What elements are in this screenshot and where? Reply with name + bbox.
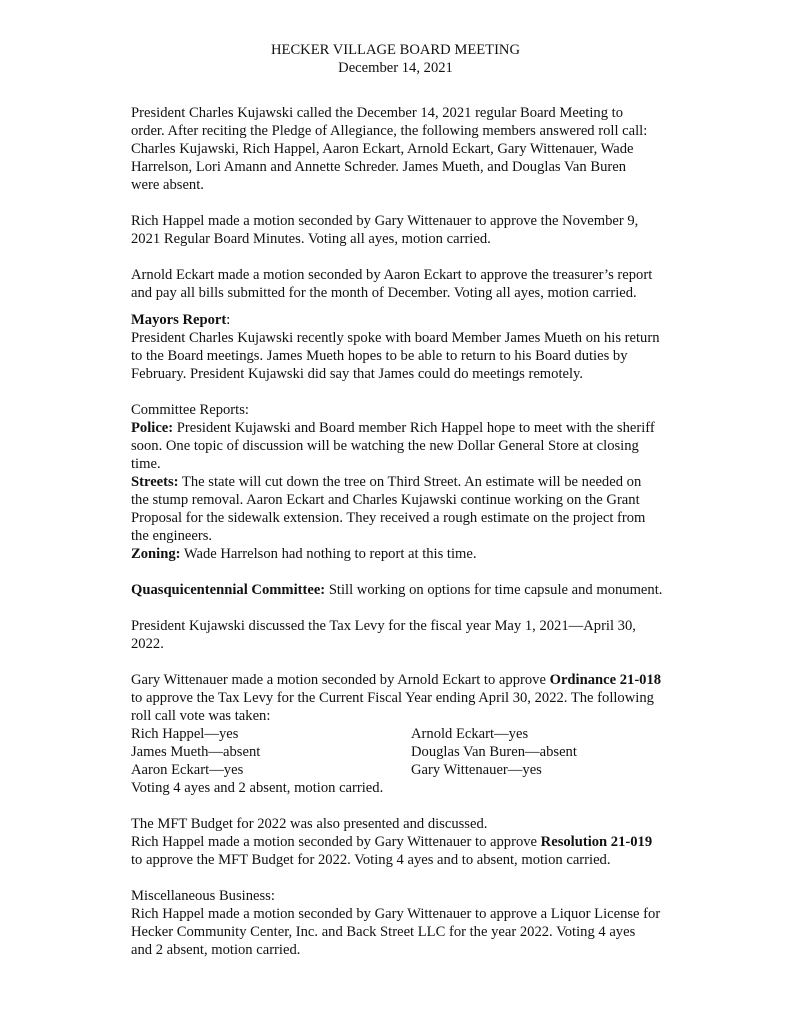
ordinance-motion-text: Gary Wittenauer made a motion seconded by Arnold Eckart to approve	[131, 672, 550, 688]
police-label: Police:	[131, 420, 174, 436]
zoning-text: Wade Harrelson had nothing to report at this time.	[180, 546, 477, 562]
ordinance-number: Ordinance 21-018	[549, 672, 662, 688]
committee-reports-heading: Committee Reports:	[131, 402, 249, 418]
quasquicentennial-text: Still working on options for time capsule and monument.	[325, 582, 663, 598]
roll-call-vote: Gary Wittenauer—yes	[411, 762, 542, 778]
text-line: Rich Happel made a motion seconded by Gary Wittenauer to approve a Liquor License for	[131, 906, 661, 922]
zoning-label: Zoning:	[131, 546, 181, 562]
text-line: soon. One topic of discussion will be watching the new Dollar General Store at closing	[131, 438, 639, 454]
roll-call-vote: Arnold Eckart—yes	[411, 726, 529, 742]
text-line: 2022.	[131, 636, 164, 652]
committee-reports-section	[131, 401, 711, 563]
text-line: and 2 absent, motion carried.	[131, 942, 301, 958]
text-line: Hecker Community Center, Inc. and Back Street LLC for the year 2022. Voting 4 ayes	[131, 924, 636, 940]
roll-call-vote: Douglas Van Buren—absent	[411, 744, 577, 760]
roll-call-vote: James Mueth—absent	[131, 744, 261, 760]
tax-levy-paragraph	[131, 617, 711, 653]
resolution-motion-text: Rich Happel made a motion seconded by Gary Wittenauer to approve	[131, 834, 541, 850]
quasquicentennial-line	[131, 581, 711, 599]
mayors-report-section	[131, 311, 711, 383]
text-line: to the Board meetings. James Mueth hopes to be able to return to his Board duties by	[131, 348, 628, 364]
treasurer-motion-paragraph	[131, 266, 711, 302]
text-line: Harrelson, Lori Amann and Annette Schreder. James Mueth, and Douglas Van Buren	[131, 159, 626, 175]
roll-call-vote: Rich Happel—yes	[131, 726, 239, 742]
text-line: President Charles Kujawski called the December 14, 2021 regular Board Meeting to	[131, 105, 623, 121]
text-line: Arnold Eckart made a motion seconded by Aaron Eckart to approve the treasurer’s report	[131, 267, 653, 283]
text-line: were absent.	[131, 177, 204, 193]
text-line: order. After reciting the Pledge of Allegiance, the following members answered roll call:	[131, 123, 648, 139]
text-line: to approve the Tax Levy for the Current Fiscal Year ending April 30, 2022. The following	[131, 690, 654, 706]
streets-report-line	[131, 473, 711, 491]
meeting-date: December 14, 2021	[338, 60, 453, 76]
miscellaneous-business-section	[131, 887, 711, 959]
police-report-line	[131, 419, 711, 437]
streets-text: The state will cut down the tree on Third Street. An estimate will be needed on	[178, 474, 642, 490]
miscellaneous-heading: Miscellaneous Business:	[131, 888, 275, 904]
text-line: 2021 Regular Board Minutes. Voting all ayes, motion carried.	[131, 231, 491, 247]
text-line: time.	[131, 456, 161, 472]
resolution-motion-line	[131, 833, 711, 851]
opening-paragraph	[131, 104, 711, 194]
meeting-title: HECKER VILLAGE BOARD MEETING	[270, 42, 521, 58]
text-line: President Kujawski discussed the Tax Levy for the fiscal year May 1, 2021—April 30,	[131, 618, 636, 634]
text-line: the stump removal. Aaron Eckart and Charles Kujawski continue working on the Grant	[131, 492, 640, 508]
vote-result: Voting 4 ayes and 2 absent, motion carried.	[131, 780, 384, 796]
text-line: the engineers.	[131, 528, 213, 544]
text-line: Rich Happel made a motion seconded by Gary Wittenauer to approve the November 9,	[131, 213, 639, 229]
text-line: and pay all bills submitted for the month of December. Voting all ayes, motion carried.	[131, 285, 637, 301]
resolution-number: Resolution 21-019	[540, 834, 653, 850]
text-line: February. President Kujawski did say that James could do meetings remotely.	[131, 366, 584, 382]
text-line: Charles Kujawski, Rich Happel, Aaron Eckart, Arnold Eckart, Gary Wittenauer, Wade	[131, 141, 634, 157]
minutes-motion-paragraph	[131, 212, 711, 248]
streets-label: Streets:	[131, 474, 179, 490]
ordinance-motion-line	[131, 671, 711, 689]
police-text: President Kujawski and Board member Rich Happel hope to meet with the sheriff	[173, 420, 655, 436]
mft-budget-paragraph	[131, 815, 711, 869]
text-line: to approve the MFT Budget for 2022. Voting 4 ayes and to absent, motion carried.	[131, 852, 611, 868]
ordinance-motion-paragraph	[131, 671, 711, 725]
mayors-report-heading-colon: :	[226, 312, 231, 328]
zoning-report-line	[131, 545, 711, 563]
mayors-report-heading-text: Mayors Report	[131, 312, 227, 328]
text-line: The MFT Budget for 2022 was also presented and discussed.	[131, 816, 488, 832]
roll-call-vote: Aaron Eckart—yes	[131, 762, 244, 778]
quasquicentennial-label: Quasquicentennial Committee:	[131, 582, 326, 598]
text-line: roll call vote was taken:	[131, 708, 271, 724]
quasquicentennial-section	[131, 581, 711, 599]
mayors-report-heading	[131, 311, 711, 329]
text-line: President Charles Kujawski recently spoke with board Member James Mueth on his return	[131, 330, 660, 346]
text-line: Proposal for the sidewalk extension. They received a rough estimate on the project from	[131, 510, 646, 526]
